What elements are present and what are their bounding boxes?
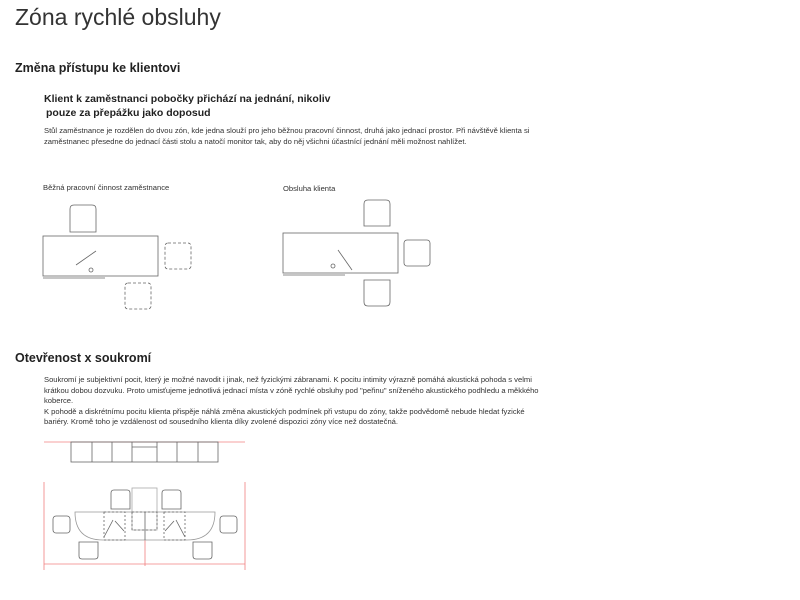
chair-icon [193,542,212,559]
monitor-stand [89,268,93,272]
paragraph: Soukromí je subjektivní pocit, který je možné navodit i jinak, než fyzickými zábranami. K pocitu intimity výrazně pomáhá akustická pohoda s velmi krátkou dobou dozvuku. Proto umisťujeme jednotlivá jednací místa v zóně rychlé obsluhy pod "peřinu" sníženého akustického podhledu a měkkého koberce. [44,375,539,405]
chair-icon [79,542,98,559]
cabinets [71,442,218,462]
section1-body: Stůl zaměstnance je rozdělen do dvou zón, kde jedna slouží pro jeho běžnou pracovní činnost, druhá jako jednací prostor. Při návštěvě klienta si zaměstnanec přesedne do jednací části stolu a natočí monitor tak, aby do něj všichni účastnící jednání měli možnost nahlížet. [44,126,530,146]
section-heading-access: Změna přístupu ke klientovi [15,61,181,75]
diagram-right-label: Obsluha klienta [283,184,336,193]
subheading-line: Klient k zaměstnanci pobočky přichází na jednání, nikoliv [44,93,331,105]
chair-icon [53,516,70,533]
chair-icon [125,283,151,309]
monitor-icon [76,251,96,265]
chair-icon [364,200,390,226]
monitor-icon [165,521,174,531]
chair-icon [165,243,191,269]
section-heading-privacy: Otevřenost x soukromí [15,351,152,365]
chair-icon [404,240,430,266]
chair-icon [364,280,390,306]
monitor-icon [338,250,352,270]
chair-icon [220,516,237,533]
chair-icon [111,490,130,509]
zone-outline [44,442,245,570]
chair-icon [70,205,96,232]
diagram-zone-plan [44,442,245,570]
chair-icon [162,490,181,509]
monitor-icon [104,520,113,537]
desk [43,236,158,276]
monitor-icon [115,521,124,531]
monitor-stand [331,264,335,268]
subheading-line: pouze za přepážku jako doposud [46,107,211,119]
diagram-left-label: Běžná pracovní činnost zaměstnance [43,183,170,192]
monitor-icon [176,520,185,537]
paragraph: K pohodě a diskrétnímu pocitu klienta přispěje náhlá změna akustických podmínek při vstupu do zóny, takže podvědomě nebude hledat fyzické bariéry. Kromě toho je vzdálenost od sousedního klienta díky zvolené dispozici zóny více než dostatečná. [44,406,525,426]
page-title: Zóna rychlé obsluhy [15,4,221,30]
diagram-regular-work [43,205,191,309]
diagram-client-service [283,200,430,306]
